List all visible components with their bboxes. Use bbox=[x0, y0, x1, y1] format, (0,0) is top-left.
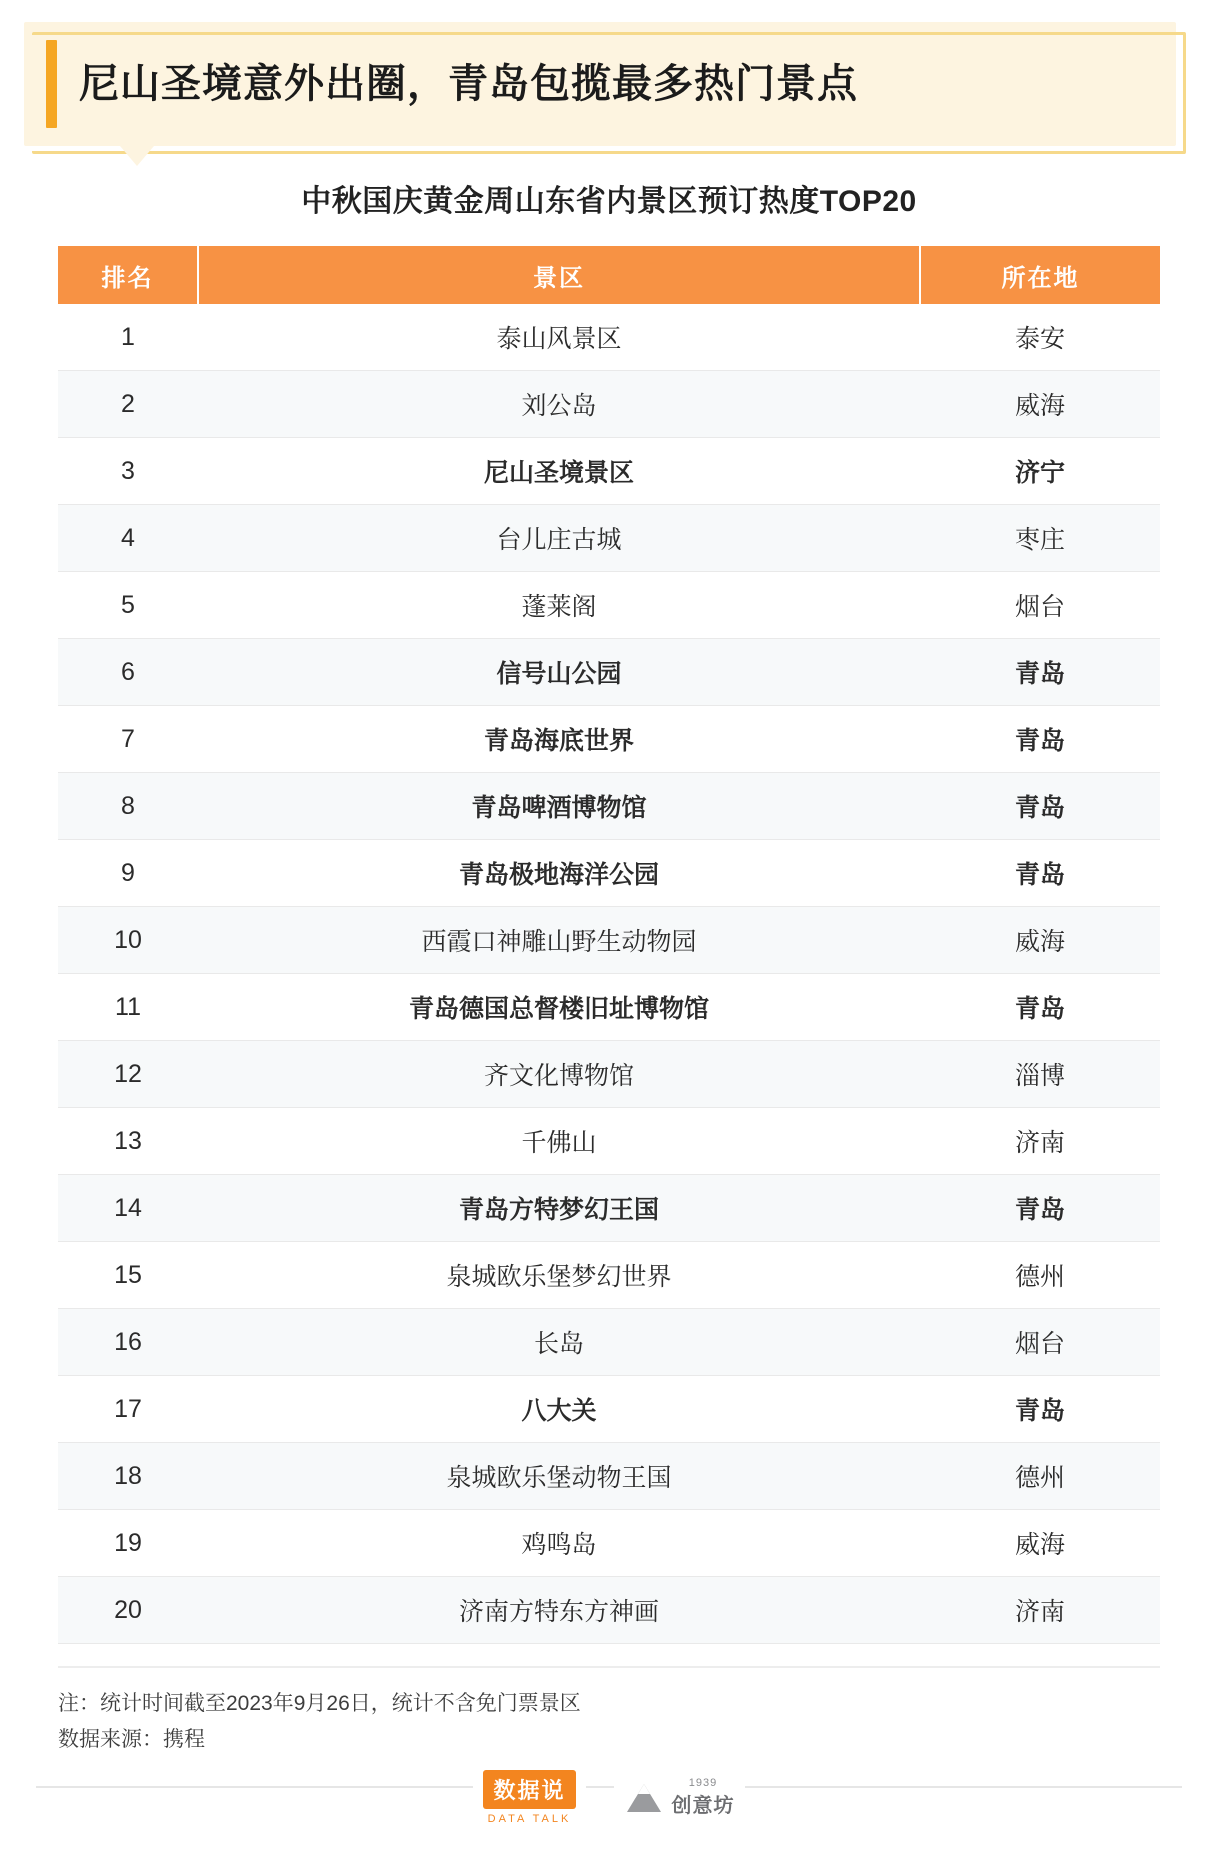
cell-spot: 八大关 bbox=[198, 1376, 920, 1443]
cell-rank: 9 bbox=[58, 840, 198, 907]
logo-datatalk-sub: DATA TALK bbox=[487, 1813, 572, 1825]
cell-location: 青岛 bbox=[920, 639, 1160, 706]
cell-spot: 长岛 bbox=[198, 1309, 920, 1376]
cell-location: 德州 bbox=[920, 1443, 1160, 1510]
cell-rank: 16 bbox=[58, 1309, 198, 1376]
cell-rank: 13 bbox=[58, 1108, 198, 1175]
cell-spot: 青岛极地海洋公园 bbox=[198, 840, 920, 907]
cell-rank: 1 bbox=[58, 304, 198, 371]
cell-rank: 11 bbox=[58, 974, 198, 1041]
logo-creative-name: 创意坊 bbox=[671, 1795, 735, 1817]
cell-location: 济宁 bbox=[920, 438, 1160, 505]
table-row bbox=[58, 438, 1160, 505]
cell-location: 青岛 bbox=[920, 1175, 1160, 1242]
table-row bbox=[58, 773, 1160, 840]
footnotes bbox=[58, 1666, 1160, 1758]
table-row bbox=[58, 706, 1160, 773]
cell-rank: 6 bbox=[58, 639, 198, 706]
table-row bbox=[58, 304, 1160, 371]
cell-rank: 20 bbox=[58, 1577, 198, 1644]
cell-location: 威海 bbox=[920, 907, 1160, 974]
cell-location: 济南 bbox=[920, 1577, 1160, 1644]
cell-spot: 泉城欧乐堡梦幻世界 bbox=[198, 1242, 920, 1309]
table-row bbox=[58, 1577, 1160, 1644]
cell-spot: 蓬莱阁 bbox=[198, 572, 920, 639]
cell-location: 威海 bbox=[920, 1510, 1160, 1577]
cell-spot: 泉城欧乐堡动物王国 bbox=[198, 1443, 920, 1510]
cell-spot: 西霞口神雕山野生动物园 bbox=[198, 907, 920, 974]
rank-table-wrapper bbox=[58, 246, 1160, 1644]
cell-rank: 2 bbox=[58, 371, 198, 438]
cell-spot: 青岛海底世界 bbox=[198, 706, 920, 773]
table-header-row bbox=[58, 246, 1160, 304]
mountain-icon bbox=[624, 1781, 664, 1815]
cell-rank: 3 bbox=[58, 438, 198, 505]
cell-spot: 刘公岛 bbox=[198, 371, 920, 438]
cell-spot: 信号山公园 bbox=[198, 639, 920, 706]
cell-rank: 17 bbox=[58, 1376, 198, 1443]
cell-location: 济南 bbox=[920, 1108, 1160, 1175]
cell-location: 淄博 bbox=[920, 1041, 1160, 1108]
cell-rank: 10 bbox=[58, 907, 198, 974]
cell-spot: 济南方特东方神画 bbox=[198, 1577, 920, 1644]
header-banner bbox=[24, 22, 1194, 162]
logo-year: 1939 bbox=[688, 1777, 718, 1789]
table-row bbox=[58, 1242, 1160, 1309]
table-row bbox=[58, 1443, 1160, 1510]
cell-rank: 12 bbox=[58, 1041, 198, 1108]
footnote-source: 数据来源：携程 bbox=[58, 1728, 205, 1751]
column-header-location: 所在地 bbox=[920, 246, 1160, 304]
cell-location: 枣庄 bbox=[920, 505, 1160, 572]
cell-rank: 18 bbox=[58, 1443, 198, 1510]
cell-spot: 尼山圣境景区 bbox=[198, 438, 920, 505]
cell-rank: 4 bbox=[58, 505, 198, 572]
cell-spot: 齐文化博物馆 bbox=[198, 1041, 920, 1108]
cell-rank: 14 bbox=[58, 1175, 198, 1242]
table-row bbox=[58, 1175, 1160, 1242]
table-row bbox=[58, 1108, 1160, 1175]
table-row bbox=[58, 1309, 1160, 1376]
cell-rank: 8 bbox=[58, 773, 198, 840]
cell-rank: 19 bbox=[58, 1510, 198, 1577]
cell-spot: 青岛德国总督楼旧址博物馆 bbox=[198, 974, 920, 1041]
cell-rank: 7 bbox=[58, 706, 198, 773]
header-notch bbox=[120, 146, 154, 166]
table-row bbox=[58, 907, 1160, 974]
cell-spot: 青岛啤酒博物馆 bbox=[198, 773, 920, 840]
cell-spot: 千佛山 bbox=[198, 1108, 920, 1175]
logo-datatalk-name: 数据说 bbox=[483, 1770, 575, 1809]
cell-location: 青岛 bbox=[920, 1376, 1160, 1443]
cell-location: 青岛 bbox=[920, 706, 1160, 773]
cell-location: 青岛 bbox=[920, 773, 1160, 840]
cell-location: 德州 bbox=[920, 1242, 1160, 1309]
logo-creative-studio bbox=[614, 1777, 745, 1818]
poster-page bbox=[0, 22, 1218, 1870]
footer-logos bbox=[0, 1770, 1218, 1825]
cell-location: 泰安 bbox=[920, 304, 1160, 371]
logo-datatalk bbox=[473, 1770, 585, 1825]
cell-location: 青岛 bbox=[920, 974, 1160, 1041]
table-row bbox=[58, 840, 1160, 907]
cell-location: 威海 bbox=[920, 371, 1160, 438]
table-row bbox=[58, 1376, 1160, 1443]
column-header-rank: 排名 bbox=[58, 246, 198, 304]
page-title: 尼山圣境意外出圈，青岛包揽最多热门景点 bbox=[79, 62, 858, 106]
table-row bbox=[58, 505, 1160, 572]
cell-rank: 15 bbox=[58, 1242, 198, 1309]
chart-subtitle: 中秋国庆黄金周山东省内景区预订热度TOP20 bbox=[301, 185, 917, 218]
table-row bbox=[58, 1041, 1160, 1108]
cell-spot: 鸡鸣岛 bbox=[198, 1510, 920, 1577]
table-row bbox=[58, 639, 1160, 706]
cell-location: 青岛 bbox=[920, 840, 1160, 907]
cell-spot: 台儿庄古城 bbox=[198, 505, 920, 572]
cell-rank: 5 bbox=[58, 572, 198, 639]
rank-table bbox=[58, 246, 1160, 1644]
table-row bbox=[58, 371, 1160, 438]
cell-location: 烟台 bbox=[920, 1309, 1160, 1376]
cell-location: 烟台 bbox=[920, 572, 1160, 639]
table-row bbox=[58, 974, 1160, 1041]
footer bbox=[0, 1770, 1218, 1840]
table-row bbox=[58, 572, 1160, 639]
header-accent-bar bbox=[46, 40, 57, 128]
column-header-spot: 景区 bbox=[198, 246, 920, 304]
table-row bbox=[58, 1510, 1160, 1577]
table-body bbox=[58, 304, 1160, 1644]
cell-spot: 泰山风景区 bbox=[198, 304, 920, 371]
footnote-statistics: 注：统计时间截至2023年9月26日，统计不含免门票景区 bbox=[58, 1692, 581, 1715]
cell-spot: 青岛方特梦幻王国 bbox=[198, 1175, 920, 1242]
